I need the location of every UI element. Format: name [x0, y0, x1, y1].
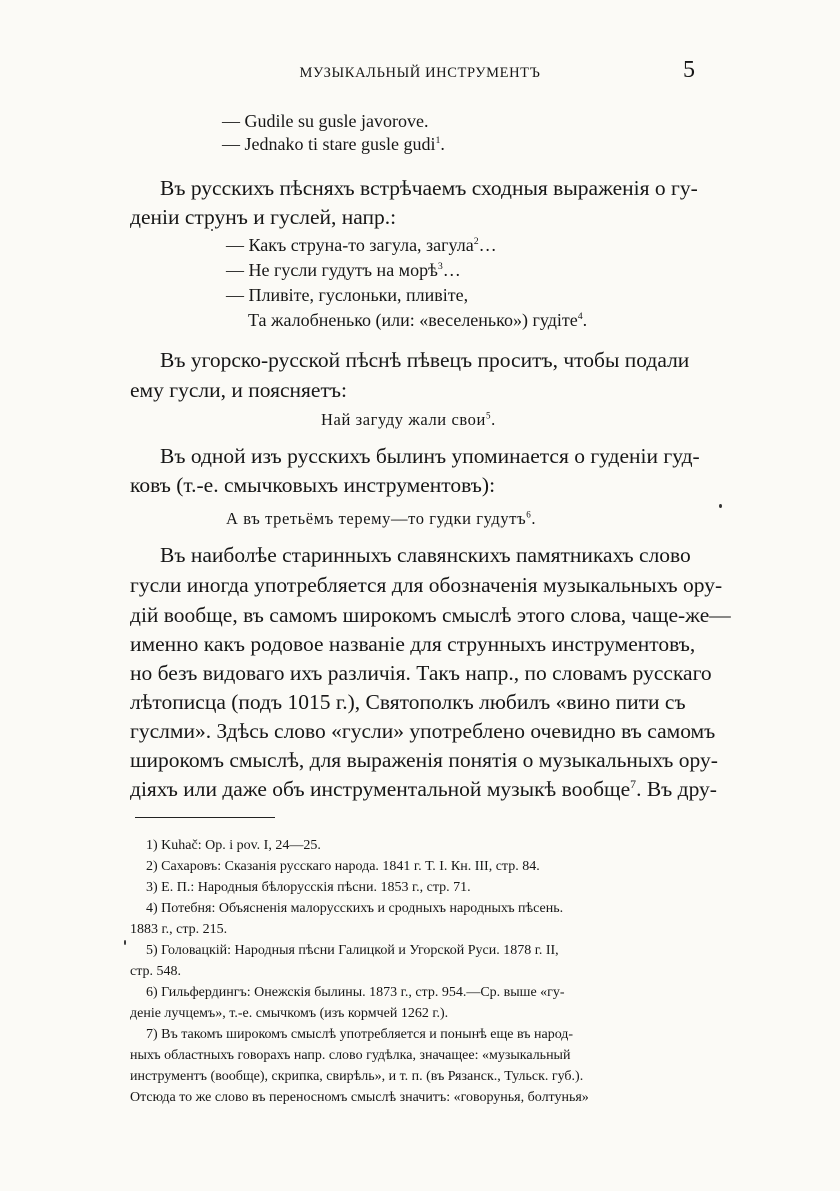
running-header — [0, 57, 840, 87]
footnote-3: 3) Е. П.: Народныя бѣлорусскія пѣсни. 1853 г., стр. 71. — [146, 880, 471, 895]
verse-line: — Пливіте, гуслоньки, пливіте, — [226, 285, 469, 305]
footnote-4: 4) Потебня: Объясненія малорусскихъ и сродныхъ народныхъ пѣсень. — [146, 901, 564, 916]
page-number: 5 — [683, 57, 695, 83]
paragraph-line: деніи струнъ и гуслей, напр.: — [130, 205, 397, 229]
verse-line: Та жалобненько (или: «веселенько») гудіте$^4$. — [248, 310, 588, 330]
footnote-ref: 4 — [577, 311, 583, 322]
footnote-6: 6) Гильфердингъ: Онежскія былины. 1873 г., стр. 954.—Ср. выше «гу- — [146, 985, 565, 1000]
paragraph-line: ковъ (т.-е. смычковыхъ инструментовъ): — [130, 473, 496, 497]
paragraph-line: гусли иногда употребляется для обозначенія музыкальныхъ ору- — [130, 573, 723, 597]
paragraph-line: лѣтописца (подъ 1015 г.), Святополкъ любилъ «вино пити съ — [130, 690, 686, 714]
footnote-1: 1) Kuhač: Op. i pov. I, 24—25. — [146, 838, 321, 853]
footnotes — [130, 835, 710, 1108]
footnote-5-cont: стр. 548. — [130, 964, 182, 979]
quote-line: Най загуду жали свои$^5$. — [321, 410, 496, 429]
verse-line: — Gudile su gusle javorove. — [222, 111, 429, 131]
footnote-7-cont: ныхъ областныхъ говорахъ напр. слово гудѣлка, значащее: «музыкальный — [130, 1048, 571, 1063]
footnote-divider — [135, 817, 275, 818]
footnote-2: 2) Сахаровъ: Сказанія русскаго народа. 1841 г. Т. I. Кн. III, стр. 84. — [146, 859, 540, 874]
verse-line: — Jednako ti stare gusle gudi$^1$. — [222, 134, 445, 154]
scan-speck — [124, 940, 126, 945]
paragraph-line: Въ одной изъ русскихъ былинъ упоминается о гуденіи гуд- — [160, 444, 700, 468]
scan-speck — [719, 504, 722, 508]
paragraph-line: широкомъ смыслѣ, для выраженія понятія о музыкальныхъ ору- — [130, 748, 718, 772]
footnote-7-cont: инструментъ (вообще), скрипка, свирѣль», и т. п. (въ Рязанск., Тульск. губ.). — [130, 1069, 584, 1084]
paragraph-line: Въ русскихъ пѣсняхъ встрѣчаемъ сходныя выраженія о гу- — [160, 176, 698, 200]
footnote-6-cont: деніе лучцемъ», т.-е. смычкомъ (изъ кормчей 1262 г.). — [130, 1006, 449, 1021]
paragraph-line: Въ угорско-русской пѣснѣ пѣвецъ проситъ, чтобы подали — [160, 348, 690, 372]
footnote-4-cont: 1883 г., стр. 215. — [130, 922, 228, 937]
verse-line: — Какъ струна-то загула, загула$^2$… — [226, 235, 497, 255]
footnote-ref: 7 — [630, 776, 637, 791]
footnote-ref: 5 — [485, 410, 492, 421]
footnote-5: 5) Головацкій: Народныя пѣсни Галицкой и Угорской Руси. 1878 г. II, — [146, 943, 559, 958]
paragraph-line: Въ наиболѣе старинныхъ славянскихъ памятникахъ слово — [160, 543, 691, 567]
footnote-7-cont: Отсюда то же слово въ переносномъ смыслѣ значитъ: «говорунья, болтунья» — [130, 1090, 589, 1105]
paragraph-line: діяхъ или даже объ инструментальной музыкѣ вообще$^7$. Въ дру- — [130, 776, 717, 801]
paragraph-line: гуслми». Здѣсь слово «гусли» употреблено очевидно въ самомъ — [130, 719, 716, 743]
scan-speck — [211, 229, 213, 231]
paragraph-line: именно какъ родовое названіе для струнныхъ инструментовъ, — [130, 632, 696, 656]
footnote-ref: 1 — [435, 135, 441, 146]
footnote-ref: 2 — [473, 236, 479, 247]
verse-line: — Не гусли гудутъ на морѣ$^3$… — [226, 260, 461, 280]
paragraph-line: но безъ видоваго ихъ различія. Такъ напр., по словамъ русскаго — [130, 661, 712, 685]
quote-line: А въ третьёмъ терему—то гудки гудутъ$^6$. — [226, 509, 537, 528]
footnote-ref: 6 — [526, 509, 532, 520]
footnote-ref: 3 — [437, 261, 443, 272]
footnote-7: 7) Въ такомъ широкомъ смыслѣ употребляется и понынѣ еще въ народ- — [146, 1027, 574, 1042]
paragraph-line: дій вообще, въ самомъ широкомъ смыслѣ этого слова, чаще-же— — [130, 603, 731, 627]
running-title: МУЗЫКАЛЬНЫЙ ИНСТРУМЕНТЪ — [299, 65, 541, 81]
paragraph-line: ему гусли, и поясняетъ: — [130, 378, 347, 402]
